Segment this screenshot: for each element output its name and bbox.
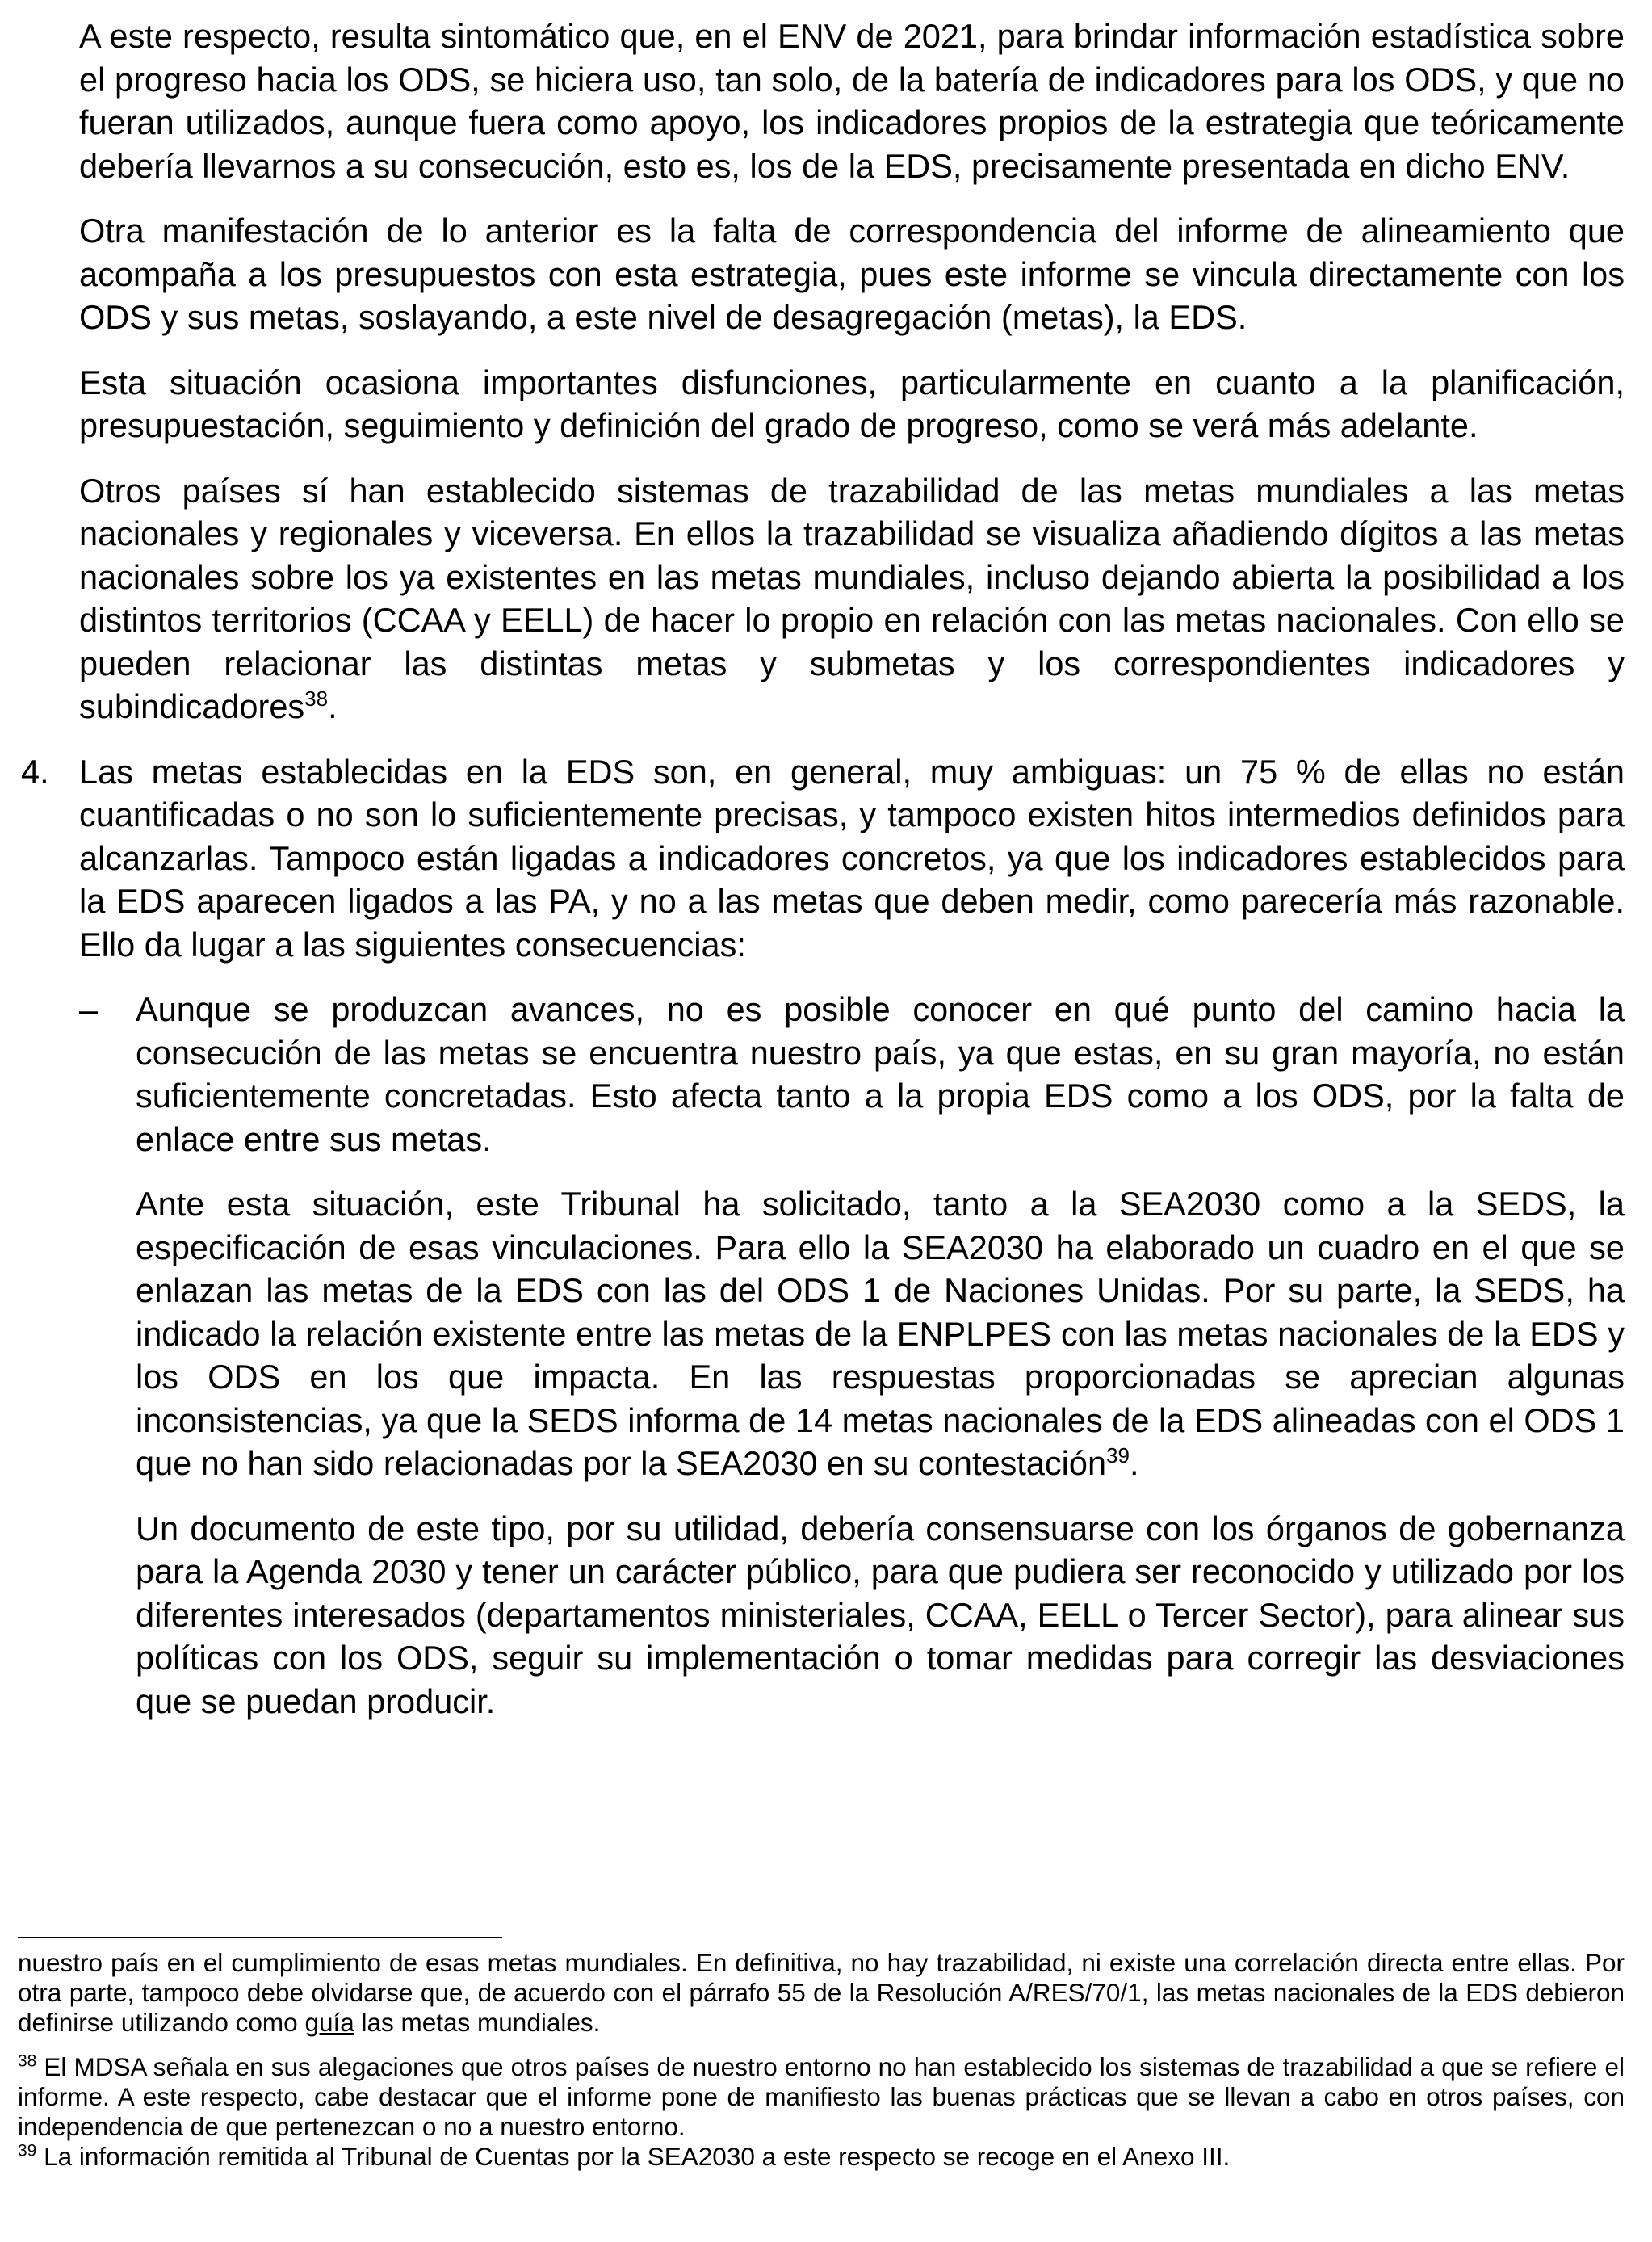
dash-paragraph-3 (136, 1507, 1625, 1723)
paragraph-text: Esta situación ocasiona importantes disfunciones, particularmente en cuanto a la planificación, presupuestación, seguimiento y definición del grado de progreso, como se verá más adelante. (79, 363, 1625, 444)
main-text (21, 15, 1625, 1723)
footnote-number: 38 (18, 2051, 37, 2071)
footnote-number: 39 (18, 2141, 37, 2160)
paragraph-traceability (79, 469, 1625, 728)
footnote-separator (18, 1937, 502, 1938)
paragraph-text: Otra manifestación de lo anterior es la falta de correspondencia del informe de alineamiento que acompaña a los presupuestos con esta estrategia, pues este informe se vincula directamente con los ODS y sus metas, soslayando, a este nivel de desagregación (metas), la EDS. (79, 212, 1625, 336)
footnote-continuation (18, 1948, 1625, 2038)
paragraph-dysfunctions (79, 361, 1625, 447)
dash-bullet: – (79, 990, 99, 1028)
footnotes (18, 1948, 1625, 2172)
paragraph-text: Un documento de este tipo, por su utilidad, debería consensuarse con los órganos de gobernanza para la Agenda 2030 y tener un carácter público, para que pudiera ser reconocido y utilizado por los diferentes interesados (departamentos ministeriales, CCAA, EELL o Tercer Sector), para alinear sus políticas con los ODS, seguir su implementación o tomar medidas para corregir las desviaciones que se puedan producir. (136, 1509, 1625, 1720)
paragraph-text: Las metas establecidas en la EDS son, en general, muy ambiguas: un 75 % de ellas no están cuantificadas o no son lo suficientemente precisas, y tampoco existen hitos intermedios definidos para alcanzarlas. Tampoco están ligadas a indicadores concretos, ya que los indicadores establecidos para la EDS aparecen ligados a las PA, y no a las metas que deben medir, como parecería más razonable. Ello da lugar a las siguientes consecuencias: (79, 752, 1625, 964)
paragraph-alignment-report (79, 209, 1625, 339)
dash-item-body (136, 988, 1625, 1723)
paragraph-text: Ante esta situación, este Tribunal ha solicitado, tanto a la SEA2030 como a la SEDS, la especificación de esas vinculaciones. Para ello la SEA2030 ha elaborado un cuadro en el que se enlazan las metas de la EDS con las del ODS 1 de Naciones Unidas. Por su parte, la SEDS, ha indicado la relación existente entre las metas de la ENPLPES con las metas nacionales de la EDS y los ODS en los que impacta. En las respuestas proporcionadas se aprecian algunas inconsistencias, ya que la SEDS informa de 14 metas nacionales de la EDS alineadas con el ODS 1 que no han sido relacionadas por la SEA2030 en su contestación (136, 1185, 1625, 1482)
list-number: 4. (21, 752, 49, 791)
numbered-item-text (79, 750, 1625, 967)
footnote-text: las metas mundiales. (354, 2008, 601, 2037)
paragraph-env-2021 (79, 15, 1625, 187)
footnote-text: nuestro país en el cumplimiento de esas metas mundiales. En definitiva, no hay trazabilidad, ni existe una correlación directa entre ellas. Por otra parte, tampoco debe olvidarse que, de acuerdo con el párrafo 55 de la Resolución A/RES/70/1, las metas nacionales de la EDS debieron definirse utilizando como (18, 1948, 1625, 2037)
numbered-item-4 (21, 750, 1625, 967)
paragraph-end: . (1129, 1444, 1139, 1482)
footnote-39 (18, 2142, 1625, 2172)
dash-paragraph-2 (136, 1182, 1625, 1485)
footnote-text: El MDSA señala en sus alegaciones que otros países de nuestro entorno no han establecido los sistemas de trazabilidad a que se refiere el informe. A este respecto, cabe destacar que el informe pone de manifiesto las buenas prácticas que se llevan a cabo en otros países, con independencia de que pertenezcan o no a nuestro entorno. (18, 2052, 1625, 2141)
paragraph-text: Otros países sí han establecido sistemas de trazabilidad de las metas mundiales a las metas nacionales y regionales y viceversa. En ellos la trazabilidad se visualiza añadiendo dígitos a las metas nacionales sobre los ya existentes en las metas mundiales, incluso dejando abierta la posibilidad a los distintos territorios (CCAA y EELL) de hacer lo propio en relación con las metas nacionales. Con ello se pueden relacionar las distintas metas y submetas y los correspondientes indicadores y subindicadores (79, 471, 1625, 725)
footnote-38 (18, 2052, 1625, 2142)
underlined-word: guía (304, 2008, 354, 2037)
footnote-ref-39[interactable]: 39 (1106, 1443, 1130, 1468)
dash-paragraph-1 (136, 988, 1625, 1161)
dash-item-consequence (79, 988, 1625, 1723)
paragraph-text: Aunque se produzcan avances, no es posible conocer en qué punto del camino hacia la consecución de las metas se encuentra nuestro país, ya que estas, en su gran mayoría, no están suficientemente concretadas. Esto afecta tanto a la propia EDS como a los ODS, por la falta de enlace entre sus metas. (136, 990, 1625, 1158)
paragraph-text: A este respecto, resulta sintomático que, en el ENV de 2021, para brindar información estadística sobre el progreso hacia los ODS, se hiciera uso, tan solo, de la batería de indicadores para los ODS, y que no fueran utilizados, aunque fuera como apoyo, los indicadores propios de la estrategia que teóricamente debería llevarnos a su consecución, esto es, los de la EDS, precisamente presentada en dicho ENV. (79, 17, 1625, 185)
paragraph-end: . (328, 687, 338, 725)
footnote-text: La información remitida al Tribunal de Cuentas por la SEA2030 a este respecto se recoge en el Anexo III. (36, 2142, 1231, 2171)
footnote-ref-38[interactable]: 38 (304, 686, 329, 712)
